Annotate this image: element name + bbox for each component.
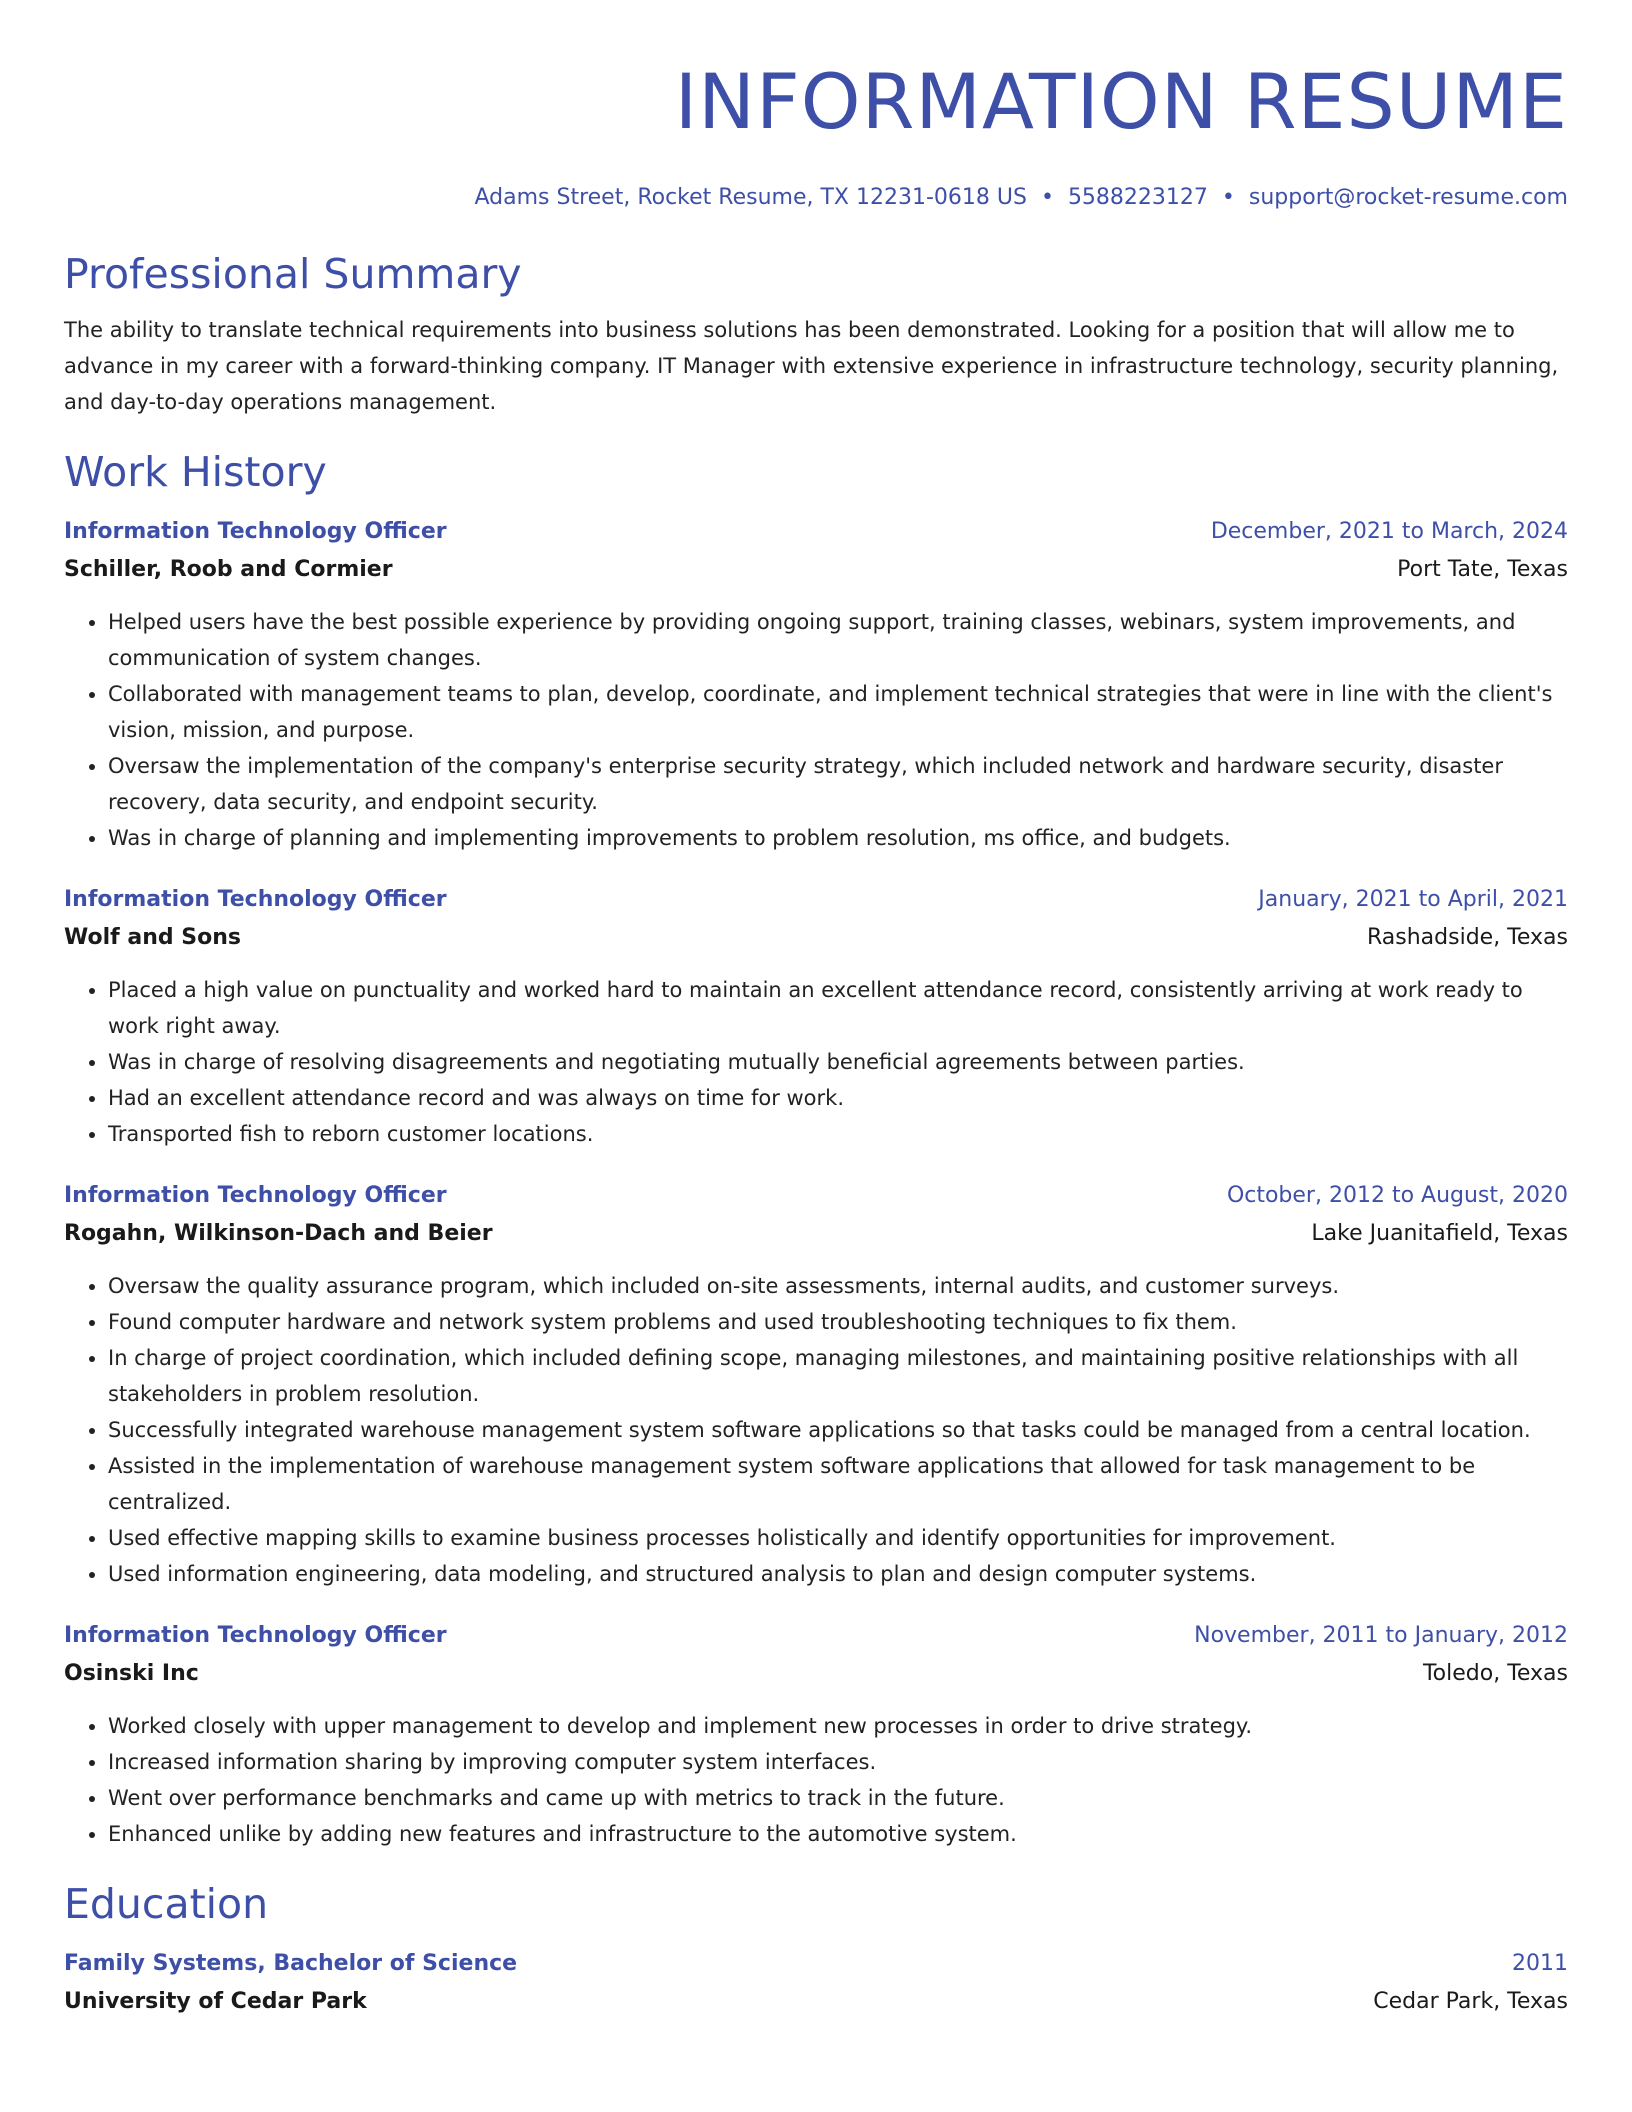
job-location: Toledo, Texas xyxy=(1422,1661,1568,1686)
job-company: Schiller, Roob and Cormier xyxy=(64,557,393,582)
summary-text: The ability to translate technical requirements into business solutions has been demonstrated. Looking for a position that will allow me to advance in my career with a forward-thinking company. IT Manager with extensive experience in infrastructure technology, security planning, and day-to-day operations management. xyxy=(64,318,1559,414)
work-history-list xyxy=(64,514,1568,1852)
job-bullet: • Worked closely with upper management to develop and implement new processes in order to drive strategy. xyxy=(108,1708,1568,1744)
job-bullet: • Successfully integrated warehouse management system software applications so that tasks could be managed from a central location. xyxy=(108,1412,1568,1448)
job-company: Osinski Inc xyxy=(64,1661,199,1686)
job-bullet: • Oversaw the implementation of the company's enterprise security strategy, which included network and hardware security, disaster recovery, data security, and endpoint security. xyxy=(108,748,1568,820)
job-dates: December, 2021 to March, 2024 xyxy=(1210,519,1568,544)
job-bullet: • Found computer hardware and network system problems and used troubleshooting techniques to fix them. xyxy=(108,1304,1568,1340)
job-bullet: • Assisted in the implementation of warehouse management system software applications that allowed for task management to be centralized. xyxy=(108,1448,1568,1520)
job-bullet: • In charge of project coordination, which included defining scope, managing milestones, and maintaining positive relationships with all stakeholders in problem resolution. xyxy=(108,1340,1568,1412)
job-bullet: • Oversaw the quality assurance program, which included on-site assessments, internal audits, and customer surveys. xyxy=(108,1268,1568,1304)
job-bullets xyxy=(64,1268,1568,1592)
contact-separator: • xyxy=(1040,185,1054,210)
section-heading-education: Education xyxy=(64,1880,269,1928)
job-bullet: • Had an excellent attendance record and was always on time for work. xyxy=(108,1080,1568,1116)
job-location: Lake Juanitafield, Texas xyxy=(1311,1221,1568,1246)
education-degree: Family Systems, Bachelor of Science xyxy=(64,1951,518,1976)
job-bullets xyxy=(64,1708,1568,1852)
contact-address: Adams Street, Rocket Resume, TX 12231-0618 US xyxy=(474,185,1027,210)
job-title: Information Technology Officer xyxy=(64,519,447,544)
section-heading-summary: Professional Summary xyxy=(64,250,522,298)
job-bullet: • Collaborated with management teams to plan, develop, coordinate, and implement technical strategies that were in line with the client's vision, mission, and purpose. xyxy=(108,676,1568,748)
job-company: Wolf and Sons xyxy=(64,925,241,950)
job-entry xyxy=(64,1178,1568,1592)
job-title: Information Technology Officer xyxy=(64,887,447,912)
job-location: Rashadside, Texas xyxy=(1366,925,1568,950)
job-bullet: • Enhanced unlike by adding new features and infrastructure to the automotive system. xyxy=(108,1816,1568,1852)
resume-page xyxy=(64,50,1568,2022)
job-bullet: • Placed a high value on punctuality and worked hard to maintain an excellent attendance record, consistently arriving at work ready to work right away. xyxy=(108,972,1568,1044)
job-bullet: • Transported fish to reborn customer locations. xyxy=(108,1116,1568,1152)
job-title: Information Technology Officer xyxy=(64,1183,447,1208)
job-bullets xyxy=(64,604,1568,856)
education-location: Cedar Park, Texas xyxy=(1373,1989,1568,2014)
contact-email[interactable]: support@rocket-resume.com xyxy=(1248,185,1568,210)
job-bullets xyxy=(64,972,1568,1152)
job-dates: November, 2011 to January, 2012 xyxy=(1194,1623,1568,1648)
job-location: Port Tate, Texas xyxy=(1397,557,1568,582)
job-bullet: • Helped users have the best possible experience by providing ongoing support, training classes, webinars, system improvements, and communication of system changes. xyxy=(108,604,1568,676)
education-year: 2011 xyxy=(1512,1951,1568,1976)
education-entry xyxy=(64,1946,1568,2022)
section-heading-work: Work History xyxy=(64,448,327,496)
education-school: University of Cedar Park xyxy=(64,1989,367,2014)
resume-name: INFORMATION RESUME xyxy=(674,57,1568,146)
contact-separator: • xyxy=(1221,185,1235,210)
job-dates: October, 2012 to August, 2020 xyxy=(1226,1183,1568,1208)
job-company: Rogahn, Wilkinson-Dach and Beier xyxy=(64,1221,493,1246)
job-bullet: • Was in charge of resolving disagreements and negotiating mutually beneficial agreements between parties. xyxy=(108,1044,1568,1080)
job-entry xyxy=(64,882,1568,1152)
contact-phone[interactable]: 5588223127 xyxy=(1067,185,1208,210)
job-entry xyxy=(64,514,1568,856)
job-bullet: • Used information engineering, data modeling, and structured analysis to plan and design computer systems. xyxy=(108,1556,1568,1592)
job-bullet: • Went over performance benchmarks and came up with metrics to track in the future. xyxy=(108,1780,1568,1816)
job-entry xyxy=(64,1618,1568,1852)
contact-line xyxy=(64,182,1568,214)
job-bullet: • Was in charge of planning and implementing improvements to problem resolution, ms office, and budgets. xyxy=(108,820,1568,856)
job-bullet: • Increased information sharing by improving computer system interfaces. xyxy=(108,1744,1568,1780)
job-title: Information Technology Officer xyxy=(64,1623,447,1648)
job-bullet: • Used effective mapping skills to examine business processes holistically and identify opportunities for improvement. xyxy=(108,1520,1568,1556)
job-dates: January, 2021 to April, 2021 xyxy=(1258,887,1568,912)
